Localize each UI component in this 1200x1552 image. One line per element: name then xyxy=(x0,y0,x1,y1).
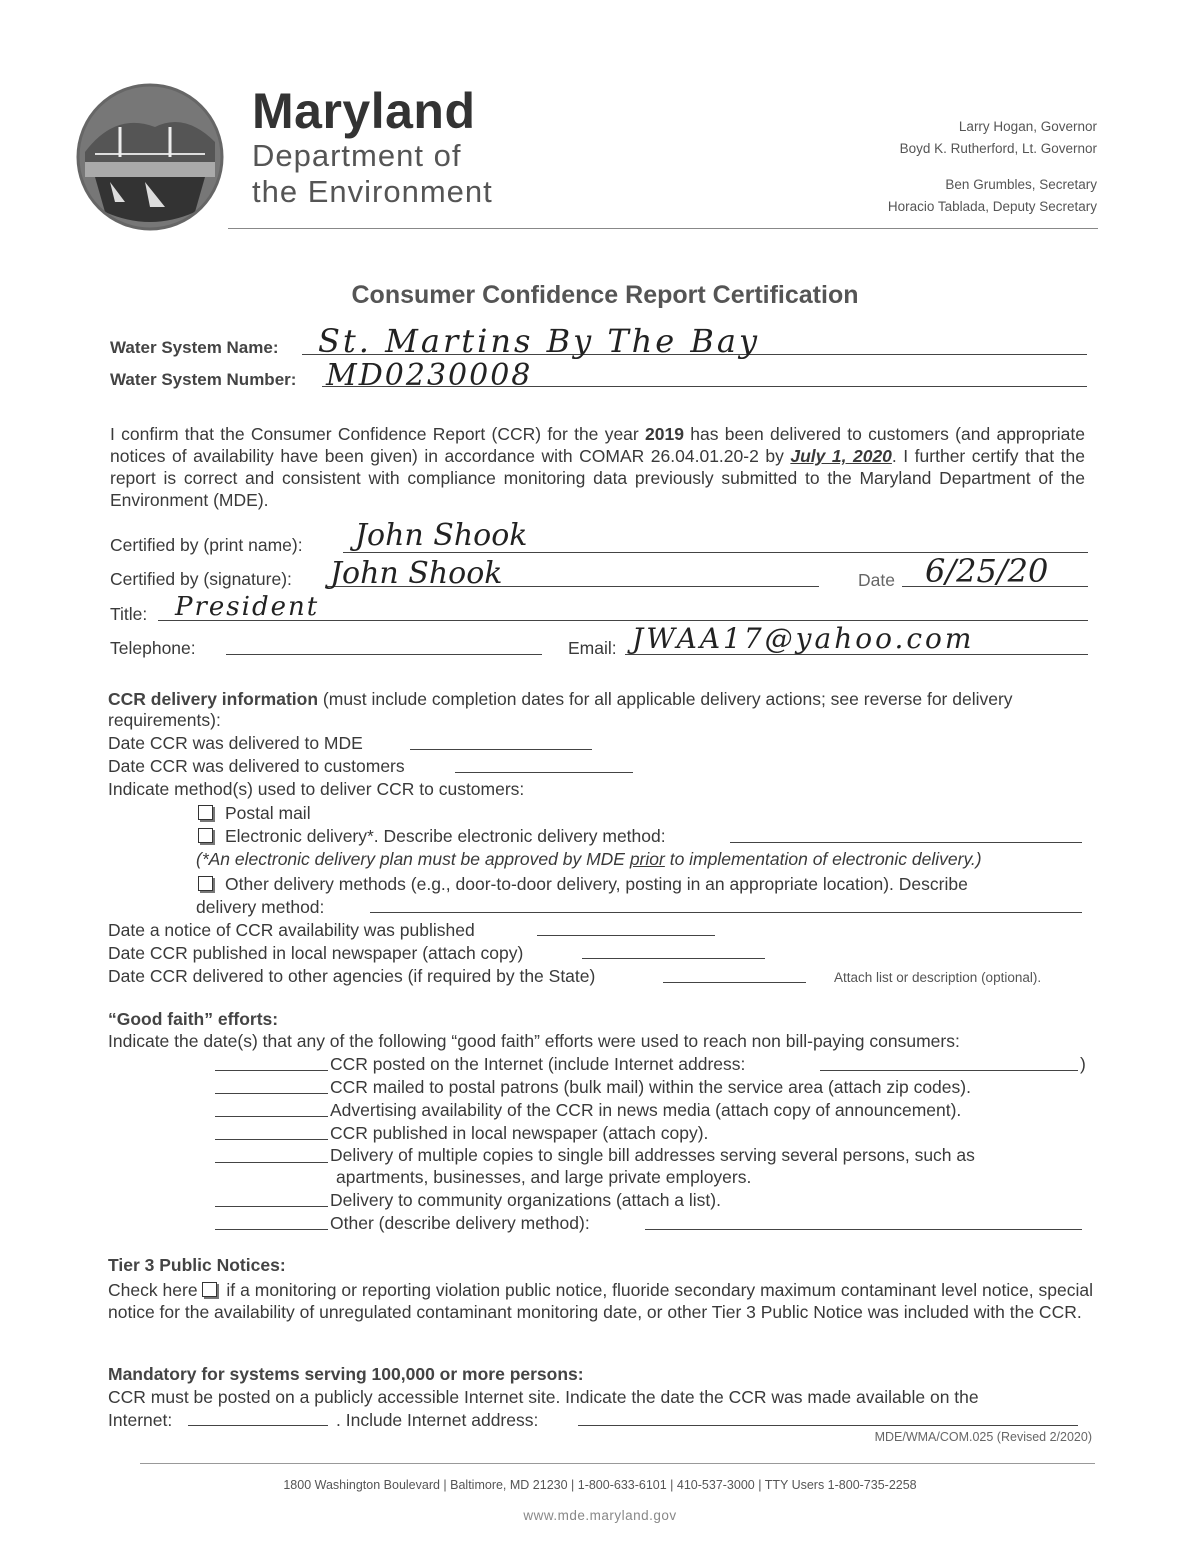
internet-address-label: . Include Internet address: xyxy=(336,1410,539,1430)
mde-logo xyxy=(75,82,225,232)
agencies-line xyxy=(663,982,806,983)
good-faith-date-line[interactable] xyxy=(215,1162,328,1163)
other-good-faith-line xyxy=(645,1229,1082,1230)
internet-address-line xyxy=(820,1070,1078,1071)
tier3-checkbox[interactable] xyxy=(202,1282,217,1297)
form-id: MDE/WMA/COM.025 (Revised 2/2020) xyxy=(874,1430,1092,1444)
mandatory-text: CCR must be posted on a publicly accessible Internet site. Indicate the date the CCR was made available on the xyxy=(108,1387,979,1407)
good-faith-date-line[interactable] xyxy=(215,1206,328,1207)
water-system-number-label: Water System Number: xyxy=(110,370,297,389)
delivered-mde-line xyxy=(410,749,592,750)
attach-note: Attach list or description (optional). xyxy=(834,970,1042,985)
good-faith-date-line[interactable] xyxy=(215,1093,328,1094)
newspaper-line xyxy=(582,958,765,959)
water-system-name-label: Water System Name: xyxy=(110,338,279,357)
water-system-number-value[interactable]: MD0230008 xyxy=(326,358,533,393)
tier3-heading: Tier 3 Public Notices: xyxy=(108,1255,286,1275)
delivery-intro: CCR delivery information (must include completion dates for all applicable delivery actions; see reverse for delivery requirements): xyxy=(108,689,1013,730)
newspaper-label: Date CCR published in local newspaper (attach copy) xyxy=(108,943,524,963)
electronic-note: (*An electronic delivery plan must be approved by MDE prior to implementation of electronic delivery.) xyxy=(196,849,982,869)
header-divider xyxy=(228,228,1098,229)
brand-environment: the Environment xyxy=(252,174,493,209)
good-faith-date-line[interactable] xyxy=(215,1139,328,1140)
delivered-mde-label: Date CCR was delivered to MDE xyxy=(108,733,363,753)
cert-deadline: July 1, 2020 xyxy=(790,446,892,466)
good-faith-intro: Indicate the date(s) that any of the following “good faith” efforts were used to reach non bill-paying consumers: xyxy=(108,1031,960,1051)
footer-divider xyxy=(140,1463,1095,1464)
telephone-line xyxy=(226,654,542,655)
other-delivery-option[interactable]: Other delivery methods (e.g., door-to-door delivery, posting in an appropriate location). Describe xyxy=(198,874,968,895)
good-faith-date-line[interactable] xyxy=(215,1116,328,1117)
electronic-delivery-option[interactable]: Electronic delivery*. Describe electronic delivery method: xyxy=(198,826,666,847)
delivered-customers-line xyxy=(455,772,633,773)
form-title: Consumer Confidence Report Certification xyxy=(351,281,859,309)
certified-signature-value[interactable]: John Shook xyxy=(330,556,503,591)
internet-date-line xyxy=(188,1425,328,1426)
postal-mail-checkbox[interactable] xyxy=(198,805,213,820)
delivered-customers-label: Date CCR was delivered to customers xyxy=(108,756,405,776)
certified-signature-label: Certified by (signature): xyxy=(110,569,292,589)
postal-mail-option[interactable]: Postal mail xyxy=(198,803,311,824)
official-deputy-secretary: Horacio Tablada, Deputy Secretary xyxy=(887,199,1097,214)
email-value[interactable]: JWAA17@yahoo.com xyxy=(632,622,975,655)
delivery-heading: CCR delivery information xyxy=(108,689,319,709)
electronic-delivery-checkbox[interactable] xyxy=(198,828,213,843)
internet-address-input-line xyxy=(578,1425,1078,1426)
other-method-line xyxy=(370,912,1082,913)
methods-label: Indicate method(s) used to deliver CCR to customers: xyxy=(108,779,525,799)
notice-published-line xyxy=(537,935,715,936)
official-lt-governor: Boyd K. Rutherford, Lt. Governor xyxy=(899,141,1097,156)
certified-print-value[interactable]: John Shook xyxy=(355,518,528,553)
other-delivery-checkbox[interactable] xyxy=(198,876,213,891)
certification-text: I confirm that the Consumer Confidence Report (CCR) for the year 2019 has been delivered to customers (and appropriate notices of availability have been given) in accordance with COMAR 26.04.01.20-2 by July 1, 2020. I further certify that the report is correct and consistent with compliance monitoring data previously submitted to the Maryland Department of the Environment (MDE). xyxy=(110,424,1085,510)
official-governor: Larry Hogan, Governor xyxy=(958,119,1097,134)
good-faith-date-line[interactable] xyxy=(215,1070,328,1071)
title-value[interactable]: President xyxy=(175,592,320,622)
agencies-label: Date CCR delivered to other agencies (if required by the State) xyxy=(108,966,596,986)
notice-published-label: Date a notice of CCR availability was published xyxy=(108,920,475,940)
good-faith-date-line[interactable] xyxy=(215,1229,328,1230)
electronic-method-line xyxy=(730,842,1082,843)
brand-block xyxy=(252,82,493,210)
internet-date-label: Internet: xyxy=(108,1410,173,1430)
certified-print-label: Certified by (print name): xyxy=(110,535,303,555)
water-system-name-value[interactable]: St. Martins By The Bay xyxy=(318,322,761,360)
date-value[interactable]: 6/25/20 xyxy=(925,552,1049,590)
good-faith-heading: “Good faith” efforts: xyxy=(108,1009,279,1029)
telephone-label: Telephone: xyxy=(110,638,196,658)
other-delivery-method-label: delivery method: xyxy=(196,897,325,917)
tier3-text: Check here if a monitoring or reporting violation public notice, fluoride secondary maximum contaminant level notice, special notice for the availability of unregulated contaminant monitoring date, or other Tier 3 Public Notice was included with the CCR. xyxy=(108,1280,1093,1322)
official-secretary: Ben Grumbles, Secretary xyxy=(945,177,1097,192)
footer-address: 1800 Washington Boulevard | Baltimore, MD 21230 | 1-800-633-6101 | 410-537-3000 | TTY Users 1-800-735-2258 xyxy=(283,1478,917,1492)
footer-website[interactable]: www.mde.maryland.gov xyxy=(523,1508,677,1523)
date-label: Date xyxy=(858,570,895,590)
email-label: Email: xyxy=(568,638,617,658)
title-label: Title: xyxy=(110,604,148,624)
brand-maryland: Maryland xyxy=(252,83,476,139)
brand-department: Department of xyxy=(252,138,462,173)
officials-list xyxy=(888,116,1097,218)
mandatory-heading: Mandatory for systems serving 100,000 or more persons: xyxy=(108,1364,584,1384)
